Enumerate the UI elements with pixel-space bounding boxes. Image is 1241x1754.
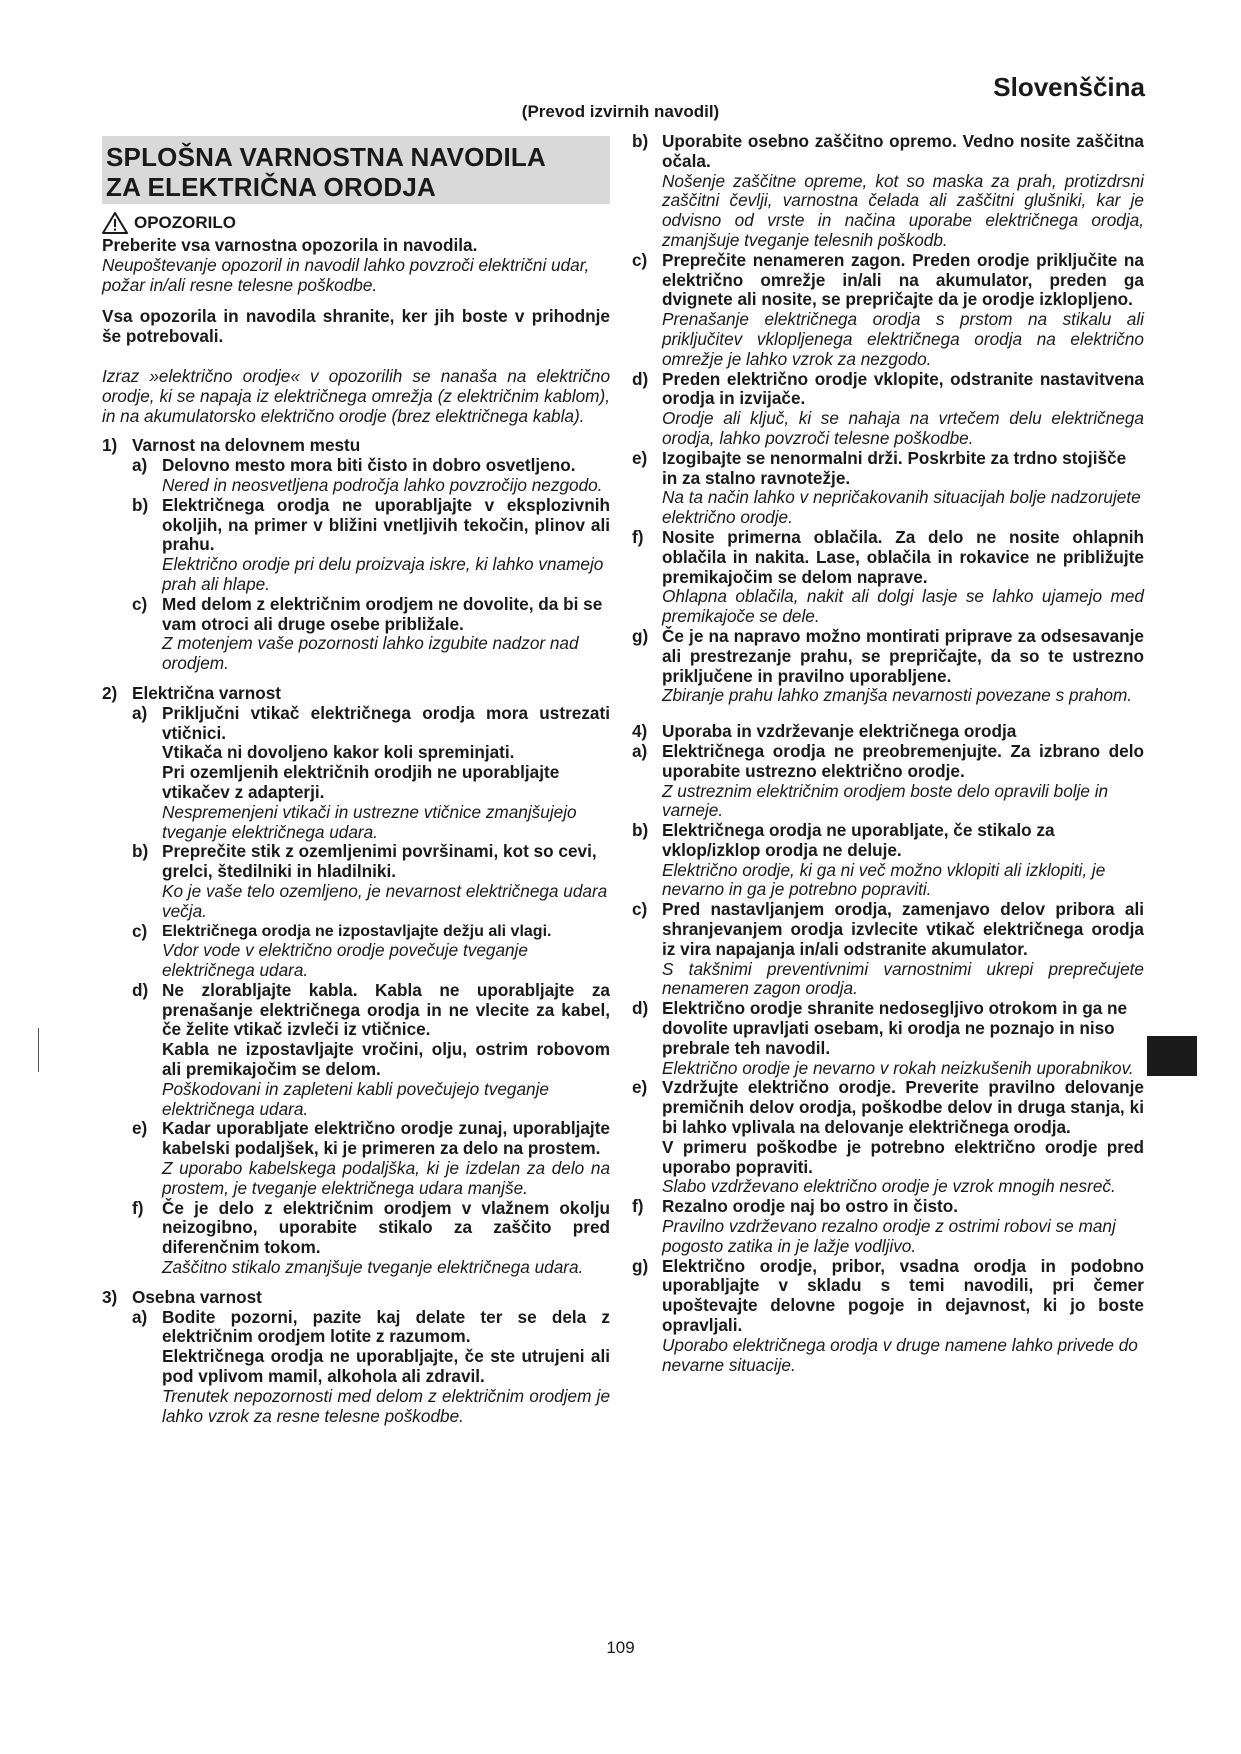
item-italic: S takšnimi preventivnimi varnostnimi ukrepi preprečujete nenameren zagon orodja. <box>662 958 1144 999</box>
item-bold: Električnega orodja ne uporabljajte, če ste utrujeni ali pod vplivom mamil, alkohola ali zdravil. <box>162 1346 610 1387</box>
item-bold: Če je delo z električnim orodjem v vlažnem okolju neizogibno, uporabite stikalo za zaščito pred diferenčnim tokom. <box>162 1197 610 1258</box>
item-bold: Električno orodje shranite nedosegljivo otrokom in ga ne dovolite upravljati osebam, ki orodja ne poznajo in niso prebrale teh navodil. <box>662 998 1128 1058</box>
item-italic: Ko je vaše telo ozemljeno, je nevarnost električnega udara večja. <box>162 880 608 921</box>
warning-header <box>102 212 610 234</box>
item-label: e) <box>632 447 648 468</box>
item-italic: Električno orodje pri delu proizvaja iskre, ki lahko vnamejo prah ali hlape. <box>162 554 604 594</box>
item-italic: Nošenje zaščitne opreme, kot so maska za prah, protizdrsni zaščitni čevlji, varnostna čelada ali zaščitni glušniki, kar je odvisno od vrste in načina uporabe električnega orodja, zmanjšuje tveganje telesnih poškodb. <box>662 170 1144 250</box>
item-label: f) <box>632 1196 644 1217</box>
warning-triangle-icon <box>102 212 128 234</box>
item-bold: Delovno mesto mora biti čisto in dobro osvetljeno. <box>162 455 576 476</box>
item-bold: Vtikača ni dovoljeno kakor koli spreminjati. <box>162 742 515 763</box>
section-title-line1: SPLOŠNA VARNOSTNA NAVODILA <box>106 142 546 172</box>
item-label: c) <box>132 593 148 614</box>
section-1-heading <box>102 436 610 456</box>
item-italic: Električno orodje je nevarno v rokah neizkušenih uporabnikov. <box>662 1057 1134 1078</box>
item-italic: Poškodovani in zapleteni kabli povečujejo tveganje električnega udara. <box>162 1078 549 1119</box>
item-italic: Trenutek nepozornosti med delom z električnim orodjem je lahko vzrok za resne telesne poškodbe. <box>162 1385 610 1426</box>
item-bold: Če je na napravo možno montirati priprave za odsesavanje ali prestrezanje prahu, se prepričajte, da so te ustrezno priključene in pravilno uporabljene. <box>662 625 1144 686</box>
item-bold: Uporabite osebno zaščitno opremo. Vedno nosite zaščitna očala. <box>662 131 1144 171</box>
section-4-number: 4) <box>632 721 648 742</box>
translation-subtitle: (Prevod izvirnih navodil) <box>521 102 720 121</box>
item-1c <box>132 595 610 674</box>
item-3c <box>632 251 1144 370</box>
item-bold: Električno orodje, pribor, vsadna orodja in podobno uporabljajte v skladu s temi navodili, pri čemer upoštevajte delovne pogoje in dejavnost, ki jo boste opravljali. <box>662 1255 1144 1336</box>
item-4e <box>632 1078 1144 1197</box>
item-1b <box>132 496 610 595</box>
item-label: c) <box>132 920 148 941</box>
item-label: e) <box>632 1077 648 1098</box>
section-2-title: Električna varnost <box>132 682 282 703</box>
item-bold: Izogibajte se nenormalni drži. Poskrbite za trdno stojišče in za stalno ravnotežje. <box>662 447 1127 488</box>
intro-italic: Neupoštevanje opozoril in navodil lahko povzroči električni udar, požar in/ali resne telesne poškodbe. <box>102 254 590 295</box>
item-bold: Električnega orodja ne uporabljate, če stikalo za vklop/izklop orodja ne deluje. <box>662 820 1055 860</box>
intro-bold: Preberite vsa varnostna opozorila in navodila. <box>102 235 478 255</box>
section-2-number: 2) <box>102 682 118 703</box>
item-3b <box>632 132 1144 251</box>
item-bold: Ne zlorabljajte kabla. Kabla ne uporabljajte za prenašanje električnega orodja in ne vlecite za kabel, če želite vtikač izvleči iz vtičnice. <box>162 979 610 1040</box>
item-label: b) <box>132 494 149 515</box>
language-heading: Slovenščina <box>993 72 1145 102</box>
item-label: b) <box>132 841 149 862</box>
item-bold: Pred nastavljanjem orodja, zamenjavo delov pribora ali shranjevanjem orodja izvlecite vtikač električnega orodja iz vira napajanja in/ali odstranite akumulator. <box>662 899 1144 959</box>
warning-label: OPOZORILO <box>134 213 236 233</box>
item-3e <box>632 449 1144 528</box>
section-3-title: Osebna varnost <box>132 1286 262 1307</box>
item-bold: Kabla ne izpostavljajte vročini, olju, ostrim robovom ali premikajočim se delom. <box>162 1039 610 1080</box>
item-4c <box>632 900 1144 999</box>
item-italic: Pravilno vzdrževano rezalno orodje z ostrimi robovi se manj pogosto zatika in je lažje vodljivo. <box>662 1216 1116 1256</box>
item-italic: Zbiranje prahu lahko zmanjša nevarnosti povezane s prahom. <box>662 685 1133 706</box>
section-3-heading <box>102 1288 610 1308</box>
section-1-title: Varnost na delovnem mestu <box>132 435 361 456</box>
item-4f <box>632 1197 1144 1256</box>
page-number: 109 <box>606 1638 635 1657</box>
item-label: g) <box>632 625 649 646</box>
item-bold: Bodite pozorni, pazite kaj delate ter se dela z električnim orodjem lotite z razumom. <box>162 1306 610 1347</box>
section-2-heading <box>102 684 610 704</box>
item-2f <box>132 1199 610 1278</box>
item-label: f) <box>632 526 644 547</box>
item-italic: Uporabo električnega orodja v druge namene lahko privede do nevarne situacije. <box>662 1334 1138 1375</box>
item-2d <box>132 981 610 1120</box>
item-bold: Vzdržujte električno orodje. Preverite pravilno delovanje premičnih delov orodja, poškodbe delov in druga stanja, ki bi lahko vplivala na delovanje električnega orodja. <box>662 1077 1144 1138</box>
item-bold: Preprečite stik z ozemljenimi površinami, kot so cevi, grelci, štedilniki in hladilniki. <box>162 841 597 882</box>
left-column <box>102 132 610 1426</box>
item-bold: Preprečite nenameren zagon. Preden orodje priključite na električno omrežje in/ali na akumulator, preden ga dvignete ali nosite, se prepričajte da je orodje izklopljeno. <box>662 249 1144 310</box>
item-bold: Pri ozemljenih električnih orodjih ne uporabljajte vtikačev z adapterji. <box>162 762 560 802</box>
section-title-box <box>102 136 610 204</box>
item-2b <box>132 842 610 921</box>
item-bold: Električnega orodja ne preobremenjujte. Za izbrano delo uporabite ustrezno električno orodje. <box>662 740 1144 781</box>
item-label: b) <box>632 131 649 151</box>
section-4-title: Uporaba in vzdrževanje električnega orodja <box>662 721 1017 742</box>
item-label: b) <box>632 820 649 841</box>
item-italic: Nespremenjeni vtikači in ustrezne vtičnice zmanjšujejo tveganje električnega udara. <box>162 801 577 842</box>
item-italic: Orodje ali ključ, ki se nahaja na vrtečem delu električnega orodja, lahko povzroči telesne poškodbe. <box>662 408 1144 448</box>
item-4b <box>632 821 1144 900</box>
item-4g <box>632 1257 1144 1376</box>
item-italic: Vdor vode v električno orodje povečuje tveganje električnega udara. <box>162 940 528 981</box>
item-3g <box>632 627 1144 706</box>
item-1a <box>132 456 610 496</box>
item-italic: Zaščitno stikalo zmanjšuje tveganje električnega udara. <box>162 1257 584 1278</box>
item-label: d) <box>632 998 649 1019</box>
item-italic: Z uporabo kabelskega podaljška, ki je izdelan za delo na prostem, je tveganje električnega udara manjše. <box>162 1158 610 1198</box>
item-bold: Rezalno orodje naj bo ostro in čisto. <box>662 1196 959 1217</box>
item-italic: Z motenjem vaše pozornosti lahko izgubite nadzor nad orodjem. <box>162 633 579 674</box>
item-label: e) <box>132 1118 148 1139</box>
item-italic: Prenašanje električnega orodja s prstom na stikalu ali priključitev vklopljenega električnega orodja na električno omrežje je lahko vzrok za nezgodo. <box>662 309 1144 369</box>
item-italic: Ohlapna oblačila, nakit ali dolgi lasje se lahko ujamejo med premikajoče se dele. <box>662 586 1144 627</box>
item-2a <box>132 704 610 843</box>
item-bold: Električnega orodja ne izpostavljajte dežju ali vlagi. <box>162 922 552 940</box>
item-4a <box>632 742 1144 821</box>
item-bold: Električnega orodja ne uporabljajte v eksplozivnih okoljih, na primer v bližini vnetljivih tekočin, plinov ali prahu. <box>162 494 610 555</box>
item-italic: Električno orodje, ki ga ni več možno vklopiti ali izklopiti, je nevarno in ga je potrebno popraviti. <box>662 859 1106 900</box>
item-3a <box>132 1308 610 1427</box>
item-label: c) <box>632 249 648 270</box>
item-bold: Nosite primerna oblačila. Za delo ne nosite ohlapnih oblačila in nakita. Lase, oblačila in rokavice ne približujte premikajočim se delom naprave. <box>662 526 1144 587</box>
language-thumb-tab <box>1147 1036 1197 1076</box>
item-label: d) <box>132 979 149 1000</box>
item-label: a) <box>132 455 148 476</box>
keep-instructions: Vsa opozorila in navodila shranite, ker jih boste v prihodnje še potrebovali. <box>102 306 610 347</box>
item-label: a) <box>132 1306 148 1327</box>
item-bold: Priključni vtikač električnega orodja mora ustrezati vtičnici. <box>162 702 610 743</box>
item-bold: Preden električno orodje vklopite, odstranite nastavitvena orodja in izvijače. <box>662 368 1144 409</box>
item-bold: Med delom z električnim orodjem ne dovolite, da bi se vam otroci ali druge osebe približale. <box>162 593 603 634</box>
margin-mark <box>38 1028 39 1072</box>
item-bold: V primeru poškodbe je potrebno električno orodje pred uporabo popraviti. <box>662 1136 1144 1177</box>
section-title-line2: ZA ELEKTRIČNA ORODJA <box>106 172 436 202</box>
item-italic: Z ustreznim električnim orodjem boste delo opravili bolje in varneje. <box>662 780 1109 821</box>
item-2e <box>132 1119 610 1198</box>
item-bold: Kadar uporabljate električno orodje zunaj, uporabljajte kabelski podaljšek, ki je primeren za delo na prostem. <box>162 1118 610 1159</box>
section-3-number: 3) <box>102 1286 118 1307</box>
item-label: f) <box>132 1197 144 1218</box>
item-2c <box>132 922 610 981</box>
item-italic: Nered in neosvetljena področja lahko povzročijo nezgodo. <box>162 474 603 495</box>
item-label: d) <box>632 368 649 389</box>
item-label: c) <box>632 899 648 920</box>
item-label: a) <box>132 702 148 723</box>
item-3f <box>632 528 1144 627</box>
item-3d <box>632 370 1144 449</box>
term-definition: Izraz »električno orodje« v opozorilih se nanaša na električno orodje, ki se napaja iz električnega omrežja (z električnim kablom), in na akumulatorsko električno orodje (brez električnega kabla). <box>102 365 610 426</box>
item-label: g) <box>632 1255 649 1276</box>
item-italic: Slabo vzdrževano električno orodje je vzrok mnogih nesreč. <box>662 1176 1116 1197</box>
right-column <box>632 132 1144 1375</box>
item-italic: Na ta način lahko v nepričakovanih situacijah bolje nadzorujete električno orodje. <box>662 487 1141 528</box>
section-1-number: 1) <box>102 435 118 456</box>
item-4d <box>632 999 1144 1078</box>
item-label: a) <box>632 740 648 761</box>
section-4-heading <box>632 722 1144 742</box>
